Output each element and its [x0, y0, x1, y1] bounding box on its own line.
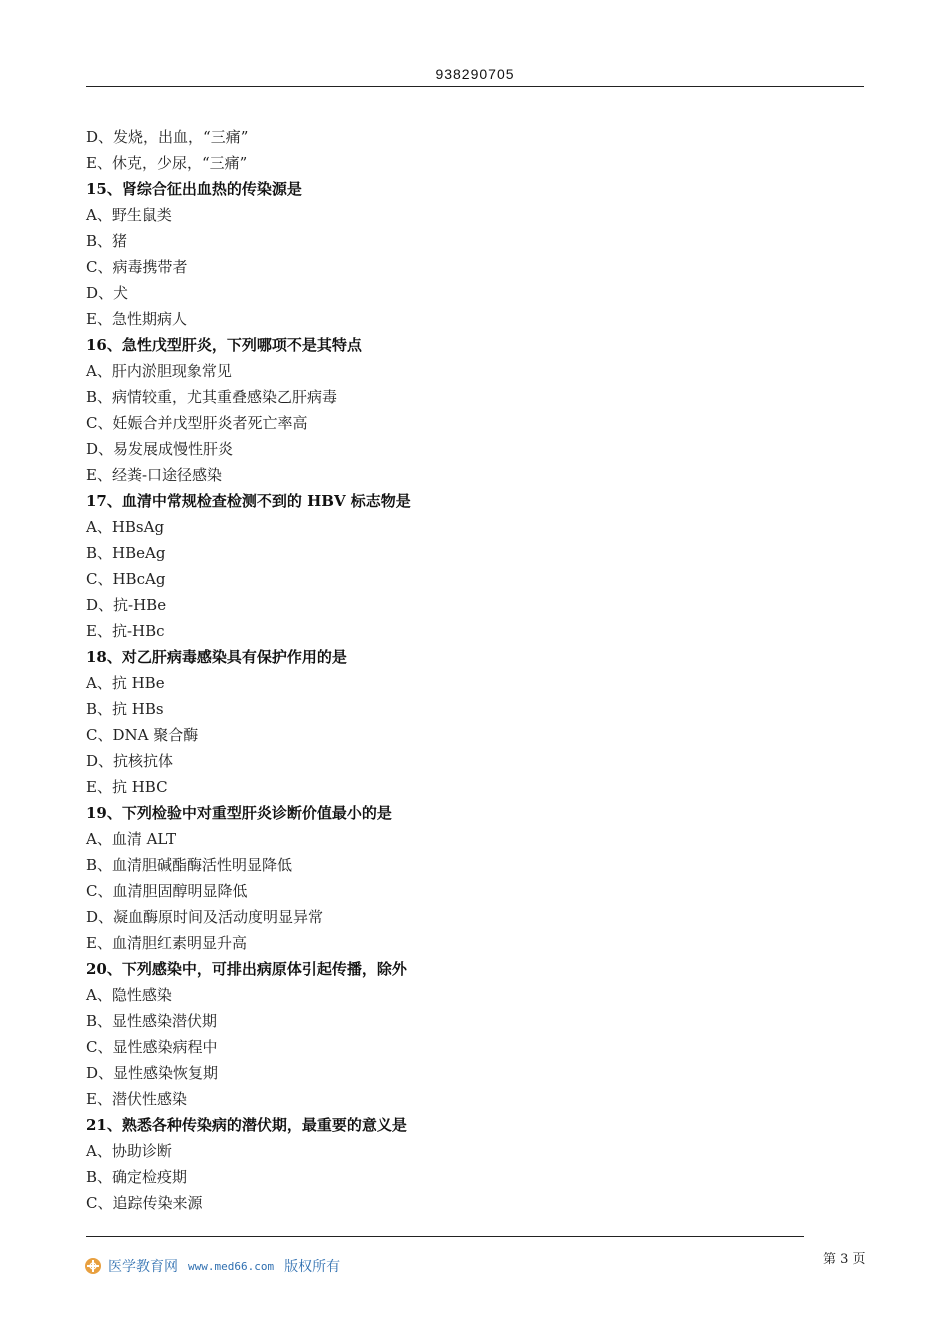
answer-option: D、易发展成慢性肝炎 [86, 440, 234, 458]
footer-divider [86, 1236, 804, 1237]
answer-option: D、犬 [86, 284, 129, 302]
question-stem: 20、下列感染中，可排出病原体引起传播，除外 [86, 960, 407, 978]
answer-option: B、病情较重，尤其重叠感染乙肝病毒 [86, 388, 338, 406]
answer-option: C、血清胆固醇明显降低 [86, 882, 248, 900]
answer-option: E、潜伏性感染 [86, 1090, 187, 1108]
answer-option: E、抗-HBc [86, 622, 165, 640]
answer-option: D、发烧，出血，“三痛” [86, 128, 249, 146]
answer-option: A、肝内淤胆现象常见 [86, 362, 232, 380]
answer-option: A、抗 HBe [86, 674, 165, 692]
answer-option: B、显性感染潜伏期 [86, 1012, 218, 1030]
footer-brand[interactable] [84, 1256, 340, 1276]
answer-option: C、显性感染病程中 [86, 1038, 218, 1056]
footer-brand-name: 医学教育网 [108, 1258, 178, 1274]
answer-option: D、抗核抗体 [86, 752, 174, 770]
question-stem: 19、下列检验中对重型肝炎诊断价值最小的是 [86, 804, 392, 822]
answer-option: A、HBsAg [86, 518, 165, 536]
answer-option: A、隐性感染 [86, 986, 172, 1004]
answer-option: D、凝血酶原时间及活动度明显异常 [86, 908, 324, 926]
question-stem: 21、熟悉各种传染病的潜伏期，最重要的意义是 [86, 1116, 407, 1134]
answer-option: D、显性感染恢复期 [86, 1064, 219, 1082]
footer-url-link[interactable]: www.med66.com [188, 1259, 275, 1273]
med66-logo-icon [84, 1257, 102, 1275]
answer-option: B、HBeAg [86, 544, 166, 562]
answer-option: E、急性期病人 [86, 310, 187, 328]
answer-option: C、追踪传染来源 [86, 1194, 203, 1212]
answer-option: A、协助诊断 [86, 1142, 172, 1160]
answer-option: B、确定检疫期 [86, 1168, 188, 1186]
question-stem: 17、血清中常规检查检测不到的 HBV 标志物是 [86, 492, 411, 510]
answer-option: E、经粪-口途径感染 [86, 466, 223, 484]
answer-option: C、病毒携带者 [86, 258, 188, 276]
answer-option: A、血清 ALT [86, 830, 177, 848]
answer-option: C、HBcAg [86, 570, 166, 588]
answer-option: B、血清胆碱酯酶活性明显降低 [86, 856, 293, 874]
answer-option: B、抗 HBs [86, 700, 164, 718]
footer-rights: 版权所有 [284, 1258, 341, 1274]
answer-option: E、休克，少尿，“三痛” [86, 154, 248, 172]
answer-option: A、野生鼠类 [86, 206, 172, 224]
question-stem: 16、急性戊型肝炎，下列哪项不是其特点 [86, 336, 362, 354]
question-stem: 18、对乙肝病毒感染具有保护作用的是 [86, 648, 347, 666]
answer-option: D、抗-HBe [86, 596, 167, 614]
answer-option: E、血清胆红素明显升高 [86, 934, 247, 952]
question-stem: 15、肾综合征出血热的传染源是 [86, 180, 302, 198]
page-number: 第 3 页 [823, 1252, 866, 1267]
question-list [86, 124, 866, 1216]
answer-option: E、抗 HBC [86, 778, 168, 796]
answer-option: C、妊娠合并戊型肝炎者死亡率高 [86, 414, 308, 432]
answer-option: C、DNA 聚合酶 [86, 726, 199, 744]
header-divider [86, 86, 864, 87]
header-code: 938290705 [435, 66, 515, 82]
answer-option: B、猪 [86, 232, 128, 250]
